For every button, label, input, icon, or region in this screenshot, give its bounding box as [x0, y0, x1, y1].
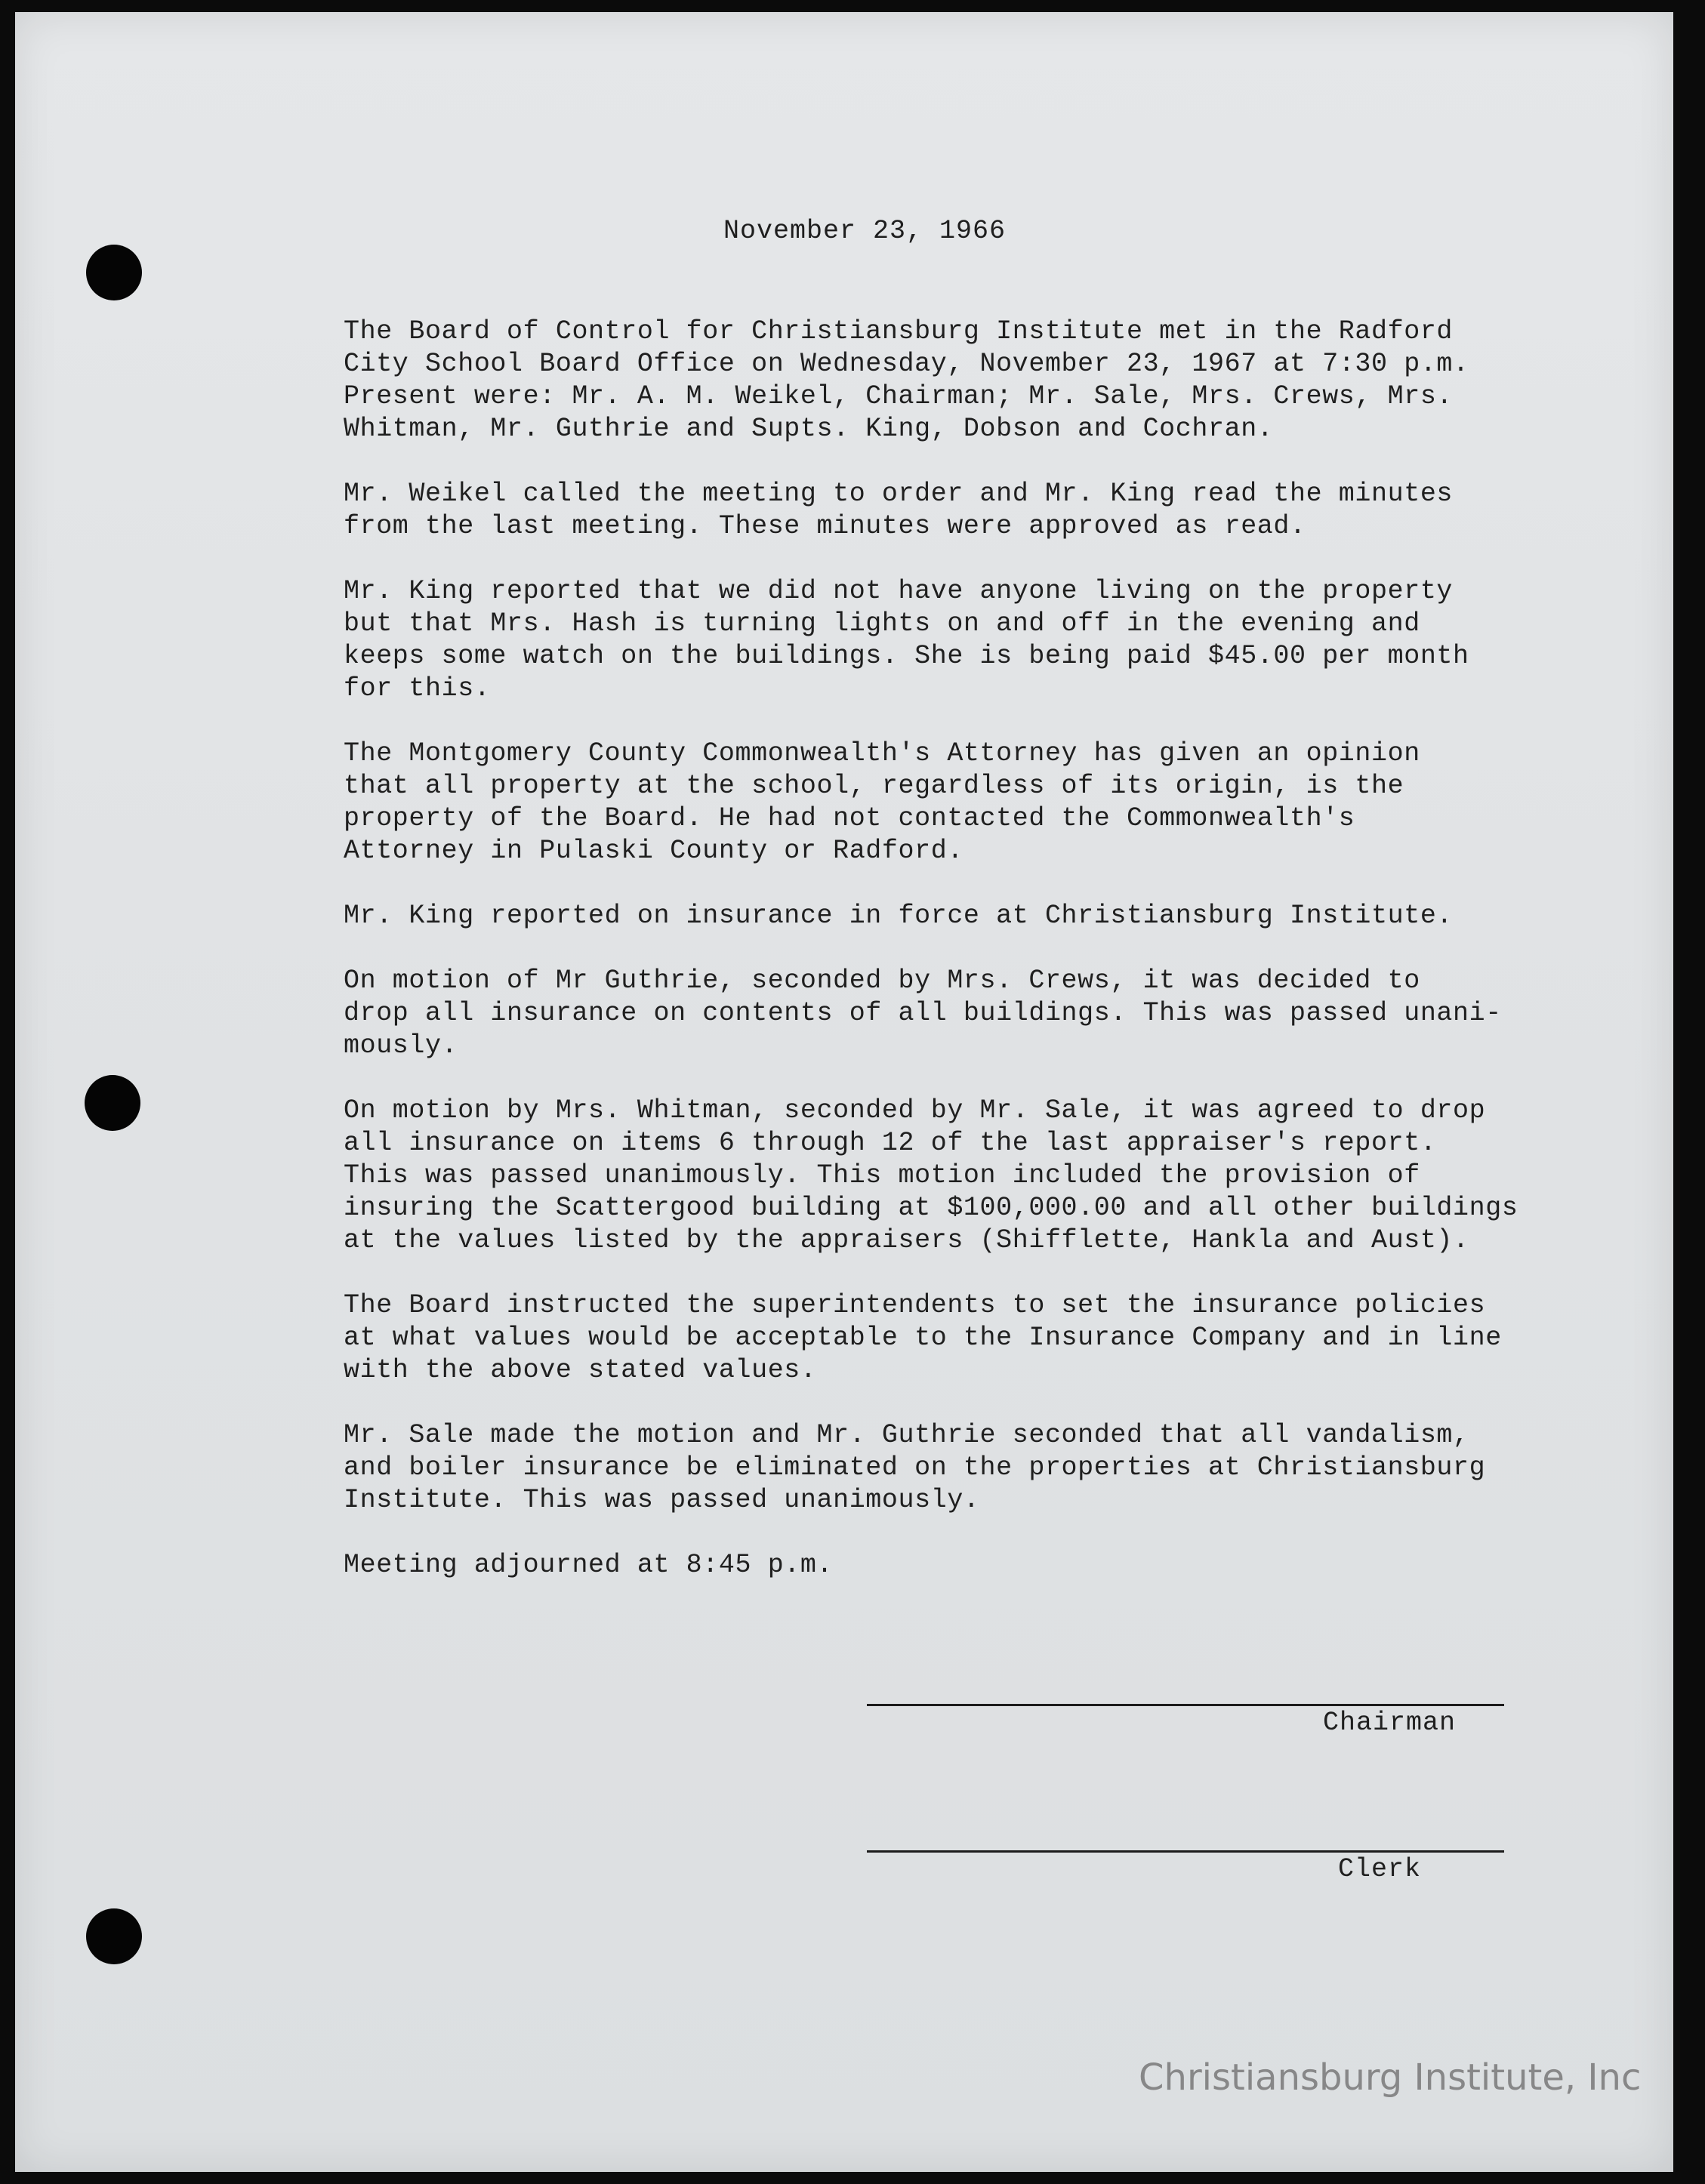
watermark: Christiansburg Institute, Inc	[1139, 2056, 1642, 2099]
document-date: November 23, 1966	[723, 216, 1007, 246]
paragraph-superintendents: The Board instructed the superintendents to set the insurance policies at what values would be acceptable to the Insurance Company and in line with the above stated values.	[344, 1290, 1502, 1385]
paragraph-attendance: The Board of Control for Christiansburg Institute met in the Radford City School Board Office on Wednesday, November 23, 1967 at 7:30 p.m. Present were: Mr. A. M. Weikel, Chairman; Mr. Sale, Mrs. Crews, Mrs. Whitman, Mr. Guthrie and Supts. King, Dobson and Cochran.	[344, 316, 1469, 444]
punch-hole-top	[86, 245, 142, 300]
punch-hole-bottom	[86, 1908, 142, 1964]
paragraph-adjourned: Meeting adjourned at 8:45 p.m.	[344, 1550, 834, 1580]
paragraph-attorney-opinion: The Montgomery County Commonwealth's Attorney has given an opinion that all property at the school, regardless of its origin, is the property of the Board. He had not contacted the Commonwealth's Attorney in Pulaski County or Radford.	[344, 738, 1420, 866]
paragraph-property-watch: Mr. King reported that we did not have anyone living on the property but that Mrs. Hash is turning lights on and off in the evening and keeps some watch on the buildings. She is being paid $45.00 per month for this.	[344, 576, 1469, 704]
paragraph-motion-items: On motion by Mrs. Whitman, seconded by Mr. Sale, it was agreed to drop all insurance on items 6 through 12 of the last appraiser's report. This was passed unanimously. This motion included the provision of insuring the Scattergood building at $100,000.00 and all other buildings at the values listed by the appraisers (Shifflette, Hankla and Aust).	[344, 1095, 1518, 1255]
clerk-label: Clerk	[1338, 1854, 1422, 1884]
paragraph-insurance-report: Mr. King reported on insurance in force at Christiansburg Institute.	[344, 901, 1454, 931]
punch-hole-middle	[85, 1075, 140, 1131]
chairman-signature-line	[867, 1704, 1504, 1706]
minutes-body	[344, 316, 1522, 1614]
paragraph-motion-contents: On motion of Mr Guthrie, seconded by Mrs. Crews, it was decided to drop all insurance on contents of all buildings. This was passed unani- mously.	[344, 966, 1502, 1061]
paragraph-motion-vandalism: Mr. Sale made the motion and Mr. Guthrie seconded that all vandalism, and boiler insurance be eliminated on the properties at Christiansburg Institute. This was passed unanimously.	[344, 1420, 1486, 1515]
paragraph-call-to-order: Mr. Weikel called the meeting to order and Mr. King read the minutes from the last meeting. These minutes were approved as read.	[344, 479, 1454, 541]
clerk-signature-line	[867, 1850, 1504, 1853]
chairman-label: Chairman	[1323, 1708, 1457, 1738]
